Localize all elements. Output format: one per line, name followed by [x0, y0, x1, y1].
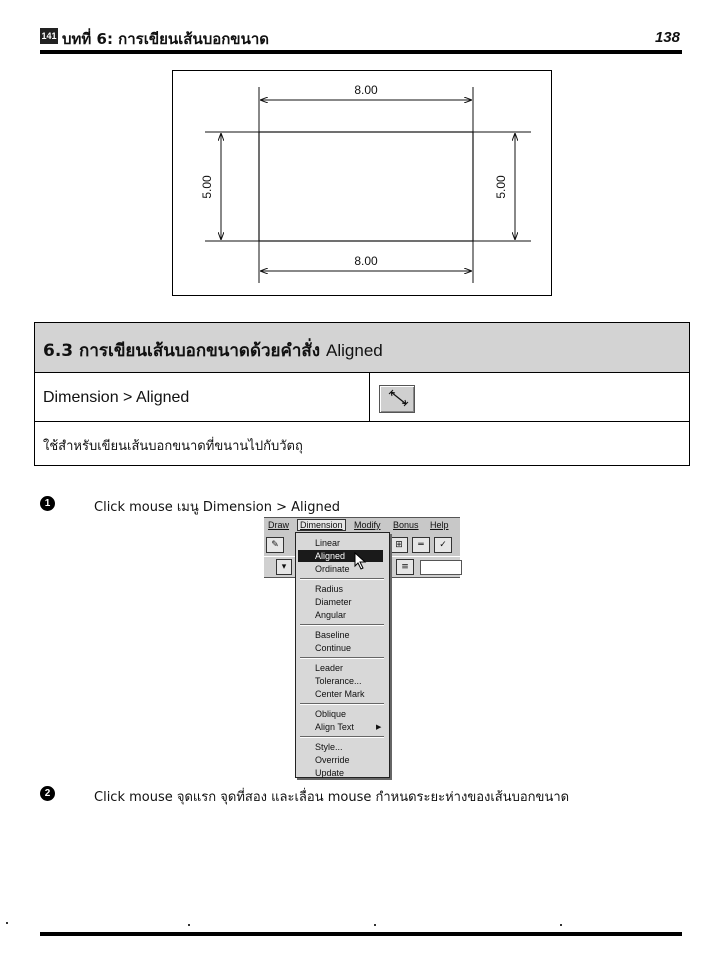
section-title [43, 337, 383, 364]
top-dimension-text: 8.00 [354, 83, 378, 97]
mouse-pointer-icon [354, 552, 368, 570]
menu-item-align-text[interactable]: Align Text [315, 722, 354, 732]
toolbar-button[interactable]: ═ [412, 537, 430, 553]
linetype-field[interactable] [420, 560, 462, 575]
menu-modify[interactable]: Modify [354, 520, 381, 530]
left-dimension-text: 5.00 [200, 175, 214, 199]
section-title-thai: 6.3 การเขียนเส้นบอกขนาดด้วยคำสั่ง [43, 341, 321, 361]
menu-item-baseline[interactable]: Baseline [315, 630, 350, 640]
menu-item-update[interactable]: Update [315, 768, 345, 778]
menu-item-style[interactable]: Style... [315, 742, 343, 752]
menu-item-diameter[interactable]: Diameter [315, 597, 352, 607]
scan-speck [188, 924, 190, 926]
rectangle-object [259, 132, 473, 241]
section-title-command: Aligned [326, 341, 383, 360]
menu-item-linear[interactable]: Linear [315, 538, 341, 548]
menu-help[interactable]: Help [430, 520, 449, 530]
scan-speck [560, 924, 562, 926]
command-row [35, 373, 689, 422]
menu-draw[interactable]: Draw [268, 520, 290, 530]
footer-rule [40, 932, 682, 936]
right-dimension-text: 5.00 [494, 175, 508, 199]
dimension-drawing [173, 71, 553, 297]
scan-speck [6, 922, 8, 924]
step-text: Click mouse จุดแรก จุดที่สอง และเลื่อน mouse กำหนดระยะห่างของเส้นบอกขนาด [94, 790, 570, 805]
dropdown-arrow-icon[interactable]: ▾ [276, 559, 292, 575]
dimension-dropdown-menu [295, 532, 390, 778]
menu-separator [300, 578, 384, 580]
menu-dimension[interactable]: Dimension [297, 519, 346, 531]
command-table [34, 322, 690, 466]
menu-separator [300, 624, 384, 626]
header-rule [40, 50, 682, 54]
menu-item-override[interactable]: Override [315, 755, 350, 765]
chapter-icon: 141 [40, 28, 58, 44]
page-number: 138 [654, 29, 680, 46]
menu-separator [300, 736, 384, 738]
dimension-figure [172, 70, 552, 296]
menu-item-leader[interactable]: Leader [315, 663, 344, 673]
menu-item-continue[interactable]: Continue [315, 643, 352, 653]
step-number-badge: 2 [40, 786, 55, 801]
toolbar-button[interactable]: ✓ [434, 537, 452, 553]
dimension-menu-screenshot [264, 517, 460, 779]
bottom-dimension-text: 8.00 [354, 254, 378, 268]
cell-divider [369, 373, 370, 421]
menu-item-radius[interactable]: Radius [315, 584, 344, 594]
step-text: Click mouse เมนู Dimension > Aligned [94, 500, 341, 515]
scan-speck [374, 924, 376, 926]
menu-item-ordinate[interactable]: Ordinate [315, 564, 350, 574]
step-number-badge: 1 [40, 496, 55, 511]
menu-item-tolerance[interactable]: Tolerance... [315, 676, 362, 686]
toolbar-button[interactable]: ⊞ [390, 537, 408, 553]
menu-item-center-mark[interactable]: Center Mark [315, 689, 365, 699]
section-heading [35, 323, 689, 373]
menu-item-angular[interactable]: Angular [315, 610, 347, 620]
aligned-dimension-icon[interactable] [379, 385, 415, 413]
menu-separator [300, 703, 384, 705]
menu-separator [300, 657, 384, 659]
submenu-arrow-icon: ▶ [376, 724, 382, 731]
chapter-title: บทที่ 6: การเขียนเส้นบอกขนาด [62, 30, 269, 48]
toolbar-button[interactable]: ✎ [266, 537, 284, 553]
command-path: Dimension > Aligned [43, 389, 190, 406]
menu-item-oblique[interactable]: Oblique [315, 709, 347, 719]
menu-item-aligned[interactable]: Aligned [298, 550, 383, 562]
linetype-button[interactable]: ≡ [396, 559, 414, 575]
command-description: ใช้สำหรับเขียนเส้นบอกขนาดที่ขนานไปกับวัตถุ [43, 439, 303, 454]
menu-bonus[interactable]: Bonus [393, 520, 419, 530]
